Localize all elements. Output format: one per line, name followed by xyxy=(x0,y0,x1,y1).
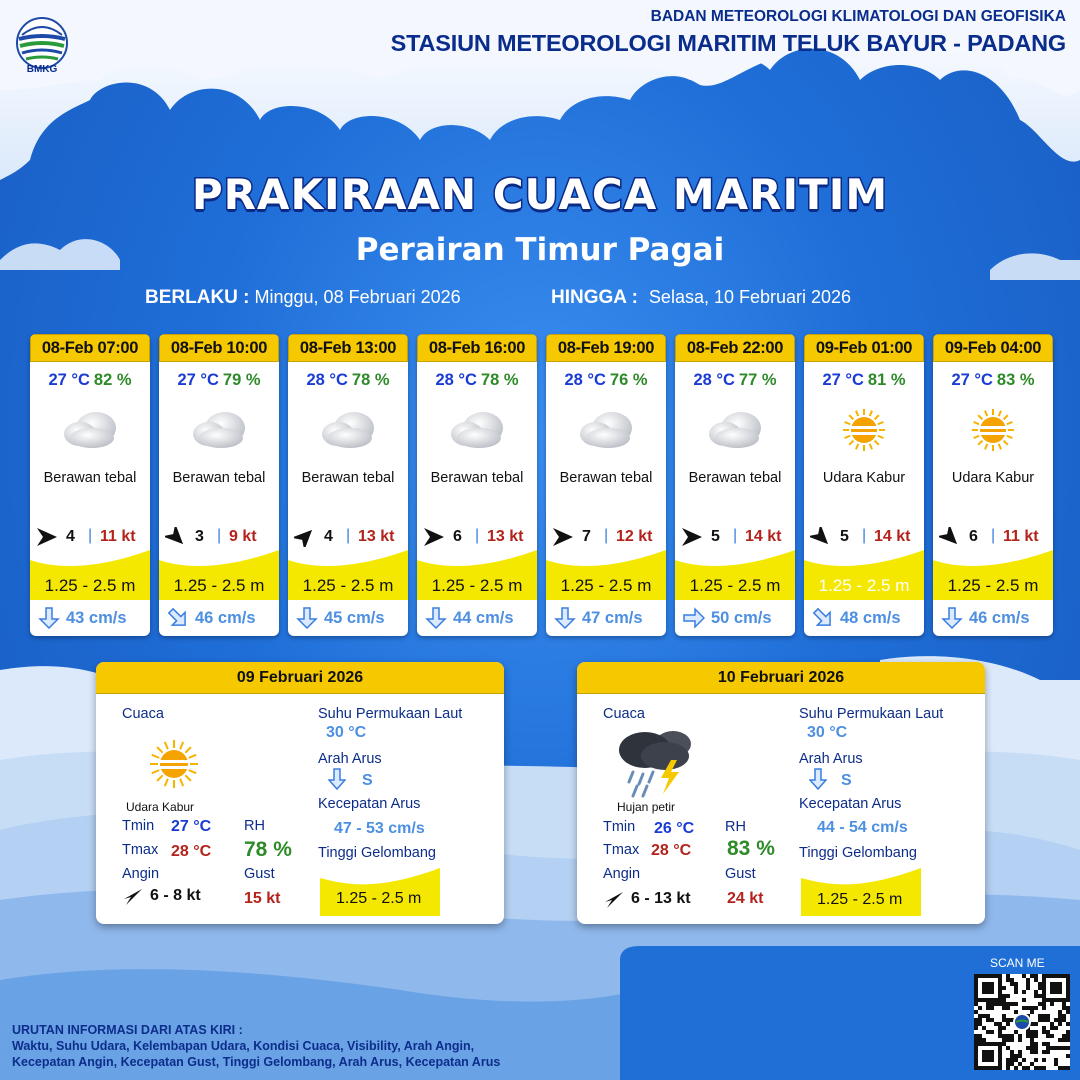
wave-label: Tinggi Gelombang xyxy=(318,845,436,861)
cloud-icon xyxy=(60,406,120,452)
cloud-icon xyxy=(447,406,507,452)
tmin-label: Tmin xyxy=(122,818,155,834)
current-row xyxy=(675,606,795,630)
wind-direction-icon xyxy=(939,527,961,547)
current-speed: 43 cm/s xyxy=(66,609,127,627)
wave-height: 1.25 - 2.5 m xyxy=(44,576,136,595)
wind-speed: 3 xyxy=(195,528,204,545)
temp-rh xyxy=(159,371,279,390)
gust-speed: 11 kt xyxy=(100,528,136,545)
current-speed: 47 cm/s xyxy=(582,609,643,627)
current-row xyxy=(933,606,1053,630)
separator: | xyxy=(217,527,222,544)
gust-speed: 11 kt xyxy=(1003,528,1039,545)
wave-value: 1.25 - 2.5 m xyxy=(817,891,903,908)
wind-row xyxy=(804,526,924,548)
condition-text: Berawan tebal xyxy=(172,470,266,486)
current-direction-icon xyxy=(809,768,827,790)
wind-row xyxy=(159,526,279,548)
rh-value: 78 % xyxy=(244,838,292,861)
current-row xyxy=(546,606,666,630)
temperature-value: 27 °C xyxy=(48,371,90,389)
rh-label: RH xyxy=(725,819,746,835)
condition-text: Berawan tebal xyxy=(43,470,137,486)
valid-from-value: Minggu, 08 Februari 2026 xyxy=(254,287,461,307)
wind-speed: 5 xyxy=(711,528,720,545)
forecast-time: 08-Feb 16:00 xyxy=(417,334,537,362)
current-direction-icon xyxy=(425,607,447,629)
temp-rh xyxy=(288,371,408,390)
wave-height: 1.25 - 2.5 m xyxy=(947,576,1039,595)
forecast-time: 08-Feb 22:00 xyxy=(675,334,795,362)
legend-note xyxy=(12,1022,500,1070)
current-direction-icon xyxy=(296,607,318,629)
condition-text: Hujan petir xyxy=(617,800,676,814)
weather-label: Cuaca xyxy=(122,706,164,722)
daily-summary-2 xyxy=(577,662,985,924)
gust-value: 15 kt xyxy=(244,890,281,907)
station-name: STASIUN METEOROLOGI MARITIM TELUK BAYUR - PADANG xyxy=(390,30,1066,56)
forecast-card xyxy=(288,334,408,636)
sst-label: Suhu Permukaan Laut xyxy=(318,706,463,722)
temp-rh xyxy=(675,371,795,390)
temperature-value: 27 °C xyxy=(822,371,864,389)
wind-speed: 6 xyxy=(969,528,978,545)
current-direction-icon xyxy=(812,607,834,629)
valid-from xyxy=(145,287,461,309)
current-row xyxy=(804,606,924,630)
cloud-icon xyxy=(705,406,765,452)
wind-direction-icon xyxy=(165,527,187,547)
legend-line: Kecepatan Angin, Kecepatan Gust, Tinggi Gelombang, Arah Arus, Kecepatan Arus xyxy=(12,1055,501,1069)
wind-value: 6 - 8 kt xyxy=(150,887,201,904)
current-row xyxy=(288,606,408,630)
wind-speed: 7 xyxy=(582,528,591,545)
current-direction-icon xyxy=(38,607,60,629)
separator: | xyxy=(733,527,738,544)
wave-label: Tinggi Gelombang xyxy=(799,845,917,861)
current-row xyxy=(30,606,150,630)
wind-direction-icon xyxy=(423,527,445,547)
humidity-value: 77 % xyxy=(738,371,777,389)
wind-direction-icon xyxy=(681,527,703,547)
cloud-icon xyxy=(189,406,249,452)
forecast-time: 08-Feb 19:00 xyxy=(546,334,666,362)
wind-speed: 4 xyxy=(66,528,75,545)
valid-from-label: BERLAKU : xyxy=(145,287,250,308)
sst-label: Suhu Permukaan Laut xyxy=(799,706,944,722)
temperature-value: 28 °C xyxy=(564,371,606,389)
current-direction-icon xyxy=(683,607,705,629)
current-direction-icon xyxy=(554,607,576,629)
forecast-time: 09-Feb 04:00 xyxy=(933,334,1053,362)
wind-row xyxy=(417,526,537,548)
wind-direction-icon xyxy=(124,888,144,906)
current-direction-icon xyxy=(167,607,189,629)
current-speed-value: 47 - 53 cm/s xyxy=(334,820,425,837)
current-speed-label: Kecepatan Arus xyxy=(799,796,902,812)
forecast-card xyxy=(675,334,795,636)
wind-speed: 5 xyxy=(840,528,849,545)
tmax-label: Tmax xyxy=(603,842,640,858)
thunderstorm-icon xyxy=(613,726,697,798)
wind-value: 6 - 13 kt xyxy=(631,890,691,907)
daily-date: 10 Februari 2026 xyxy=(577,662,985,694)
current-dir-label: Arah Arus xyxy=(799,751,863,767)
forecast-time: 08-Feb 07:00 xyxy=(30,334,150,362)
gust-value: 24 kt xyxy=(727,890,764,907)
forecast-card xyxy=(546,334,666,636)
rh-value: 83 % xyxy=(727,837,775,860)
tmax-label: Tmax xyxy=(122,842,159,858)
temp-rh xyxy=(30,371,150,390)
condition-text: Udara Kabur xyxy=(822,470,906,486)
forecast-card xyxy=(159,334,279,636)
separator: | xyxy=(991,527,996,544)
wave-height: 1.25 - 2.5 m xyxy=(431,576,523,595)
humidity-value: 81 % xyxy=(867,371,906,389)
gust-speed: 14 kt xyxy=(745,528,782,545)
tmax-value: 28 °C xyxy=(651,842,692,859)
qr-code[interactable] xyxy=(974,974,1070,1070)
current-dir-label: Arah Arus xyxy=(318,751,382,767)
temperature-value: 27 °C xyxy=(177,371,219,389)
legend-title: URUTAN INFORMASI DARI ATAS KIRI : xyxy=(12,1023,243,1037)
daily-summary-1 xyxy=(96,662,504,924)
forecast-time: 08-Feb 10:00 xyxy=(159,334,279,362)
wind-direction-icon xyxy=(552,527,574,547)
daily-date: 09 Februari 2026 xyxy=(96,662,504,694)
haze-icon xyxy=(146,736,202,792)
wind-row xyxy=(933,526,1053,548)
humidity-value: 83 % xyxy=(996,371,1035,389)
condition-text: Udara Kabur xyxy=(951,470,1035,486)
current-row xyxy=(159,606,279,630)
wave-height: 1.25 - 2.5 m xyxy=(818,576,910,595)
current-row xyxy=(417,606,537,630)
gust-speed: 13 kt xyxy=(487,528,524,545)
haze-icon xyxy=(965,402,1021,458)
condition-text: Udara Kabur xyxy=(126,800,195,814)
condition-text: Berawan tebal xyxy=(301,470,395,486)
sst-value: 30 °C xyxy=(807,724,848,741)
humidity-value: 76 % xyxy=(609,371,648,389)
tmin-label: Tmin xyxy=(603,819,636,835)
condition-text: Berawan tebal xyxy=(688,470,782,486)
condition-text: Berawan tebal xyxy=(430,470,524,486)
tmin-value: 27 °C xyxy=(171,818,212,835)
gust-label: Gust xyxy=(725,866,756,882)
wind-direction-icon xyxy=(294,527,316,547)
temperature-value: 28 °C xyxy=(693,371,735,389)
forecast-card xyxy=(417,334,537,636)
temperature-value: 28 °C xyxy=(435,371,477,389)
condition-text: Berawan tebal xyxy=(559,470,653,486)
weather-label: Cuaca xyxy=(603,706,645,722)
forecast-card xyxy=(804,334,924,636)
wind-row xyxy=(675,526,795,548)
current-dir-value: S xyxy=(362,772,373,789)
cloud-icon xyxy=(576,406,636,452)
wind-direction-icon xyxy=(810,527,832,547)
wind-row xyxy=(30,526,150,548)
separator: | xyxy=(475,527,480,544)
valid-to xyxy=(551,287,851,309)
wave-height: 1.25 - 2.5 m xyxy=(689,576,781,595)
valid-to-label: HINGGA : xyxy=(551,287,638,308)
current-speed: 44 cm/s xyxy=(453,609,514,627)
current-direction-icon xyxy=(941,607,963,629)
cloud-icon xyxy=(318,406,378,452)
page-subtitle: Perairan Timur Pagai xyxy=(355,232,725,268)
legend-line: Waktu, Suhu Udara, Kelembapan Udara, Kondisi Cuaca, Visibility, Arah Angin, xyxy=(12,1039,475,1053)
gust-speed: 14 kt xyxy=(874,528,911,545)
separator: | xyxy=(88,527,93,544)
wind-speed: 4 xyxy=(324,528,333,545)
page-title: PRAKIRAAN CUACA MARITIM xyxy=(191,170,889,219)
humidity-value: 78 % xyxy=(480,371,519,389)
forecast-time: 09-Feb 01:00 xyxy=(804,334,924,362)
sst-value: 30 °C xyxy=(326,724,367,741)
rh-label: RH xyxy=(244,818,265,834)
separator: | xyxy=(346,527,351,544)
wind-speed: 6 xyxy=(453,528,462,545)
tmin-value: 26 °C xyxy=(654,820,695,837)
valid-to-value: Selasa, 10 Februari 2026 xyxy=(648,287,852,307)
current-speed: 50 cm/s xyxy=(711,609,772,627)
current-speed: 45 cm/s xyxy=(324,609,385,627)
wind-row xyxy=(546,526,666,548)
temp-rh xyxy=(546,371,666,390)
temperature-value: 28 °C xyxy=(306,371,348,389)
temperature-value: 27 °C xyxy=(951,371,993,389)
wind-row xyxy=(288,526,408,548)
gust-speed: 9 kt xyxy=(229,528,257,545)
wave-value: 1.25 - 2.5 m xyxy=(336,890,422,907)
forecast-card xyxy=(933,334,1053,636)
temp-rh xyxy=(933,371,1053,390)
wind-label: Angin xyxy=(122,866,160,882)
forecast-time: 08-Feb 13:00 xyxy=(288,334,408,362)
gust-label: Gust xyxy=(244,866,275,882)
separator: | xyxy=(604,527,609,544)
current-dir-value: S xyxy=(841,772,852,789)
forecast-card xyxy=(30,334,150,636)
gust-speed: 13 kt xyxy=(358,528,395,545)
tmax-value: 28 °C xyxy=(171,843,212,860)
wave-height: 1.25 - 2.5 m xyxy=(560,576,652,595)
logo-text: BMKG xyxy=(26,64,58,75)
current-direction-icon xyxy=(328,768,346,790)
wind-direction-icon xyxy=(36,527,58,547)
current-speed-value: 44 - 54 cm/s xyxy=(817,819,908,836)
gust-speed: 12 kt xyxy=(616,528,653,545)
agency-name: BADAN METEOROLOGI KLIMATOLOGI DAN GEOFISIKA xyxy=(650,8,1066,25)
current-speed: 46 cm/s xyxy=(969,609,1030,627)
wind-label: Angin xyxy=(603,866,641,882)
wind-direction-icon xyxy=(605,891,625,909)
haze-icon xyxy=(836,402,892,458)
humidity-value: 78 % xyxy=(351,371,390,389)
separator: | xyxy=(862,527,867,544)
current-speed: 46 cm/s xyxy=(195,609,256,627)
humidity-value: 82 % xyxy=(93,371,132,389)
temp-rh xyxy=(417,371,537,390)
humidity-value: 79 % xyxy=(222,371,261,389)
current-speed: 48 cm/s xyxy=(840,609,901,627)
current-speed-label: Kecepatan Arus xyxy=(318,796,421,812)
wave-height: 1.25 - 2.5 m xyxy=(302,576,394,595)
wave-height: 1.25 - 2.5 m xyxy=(173,576,265,595)
temp-rh xyxy=(804,371,924,390)
scan-me-label: SCAN ME xyxy=(990,956,1045,970)
